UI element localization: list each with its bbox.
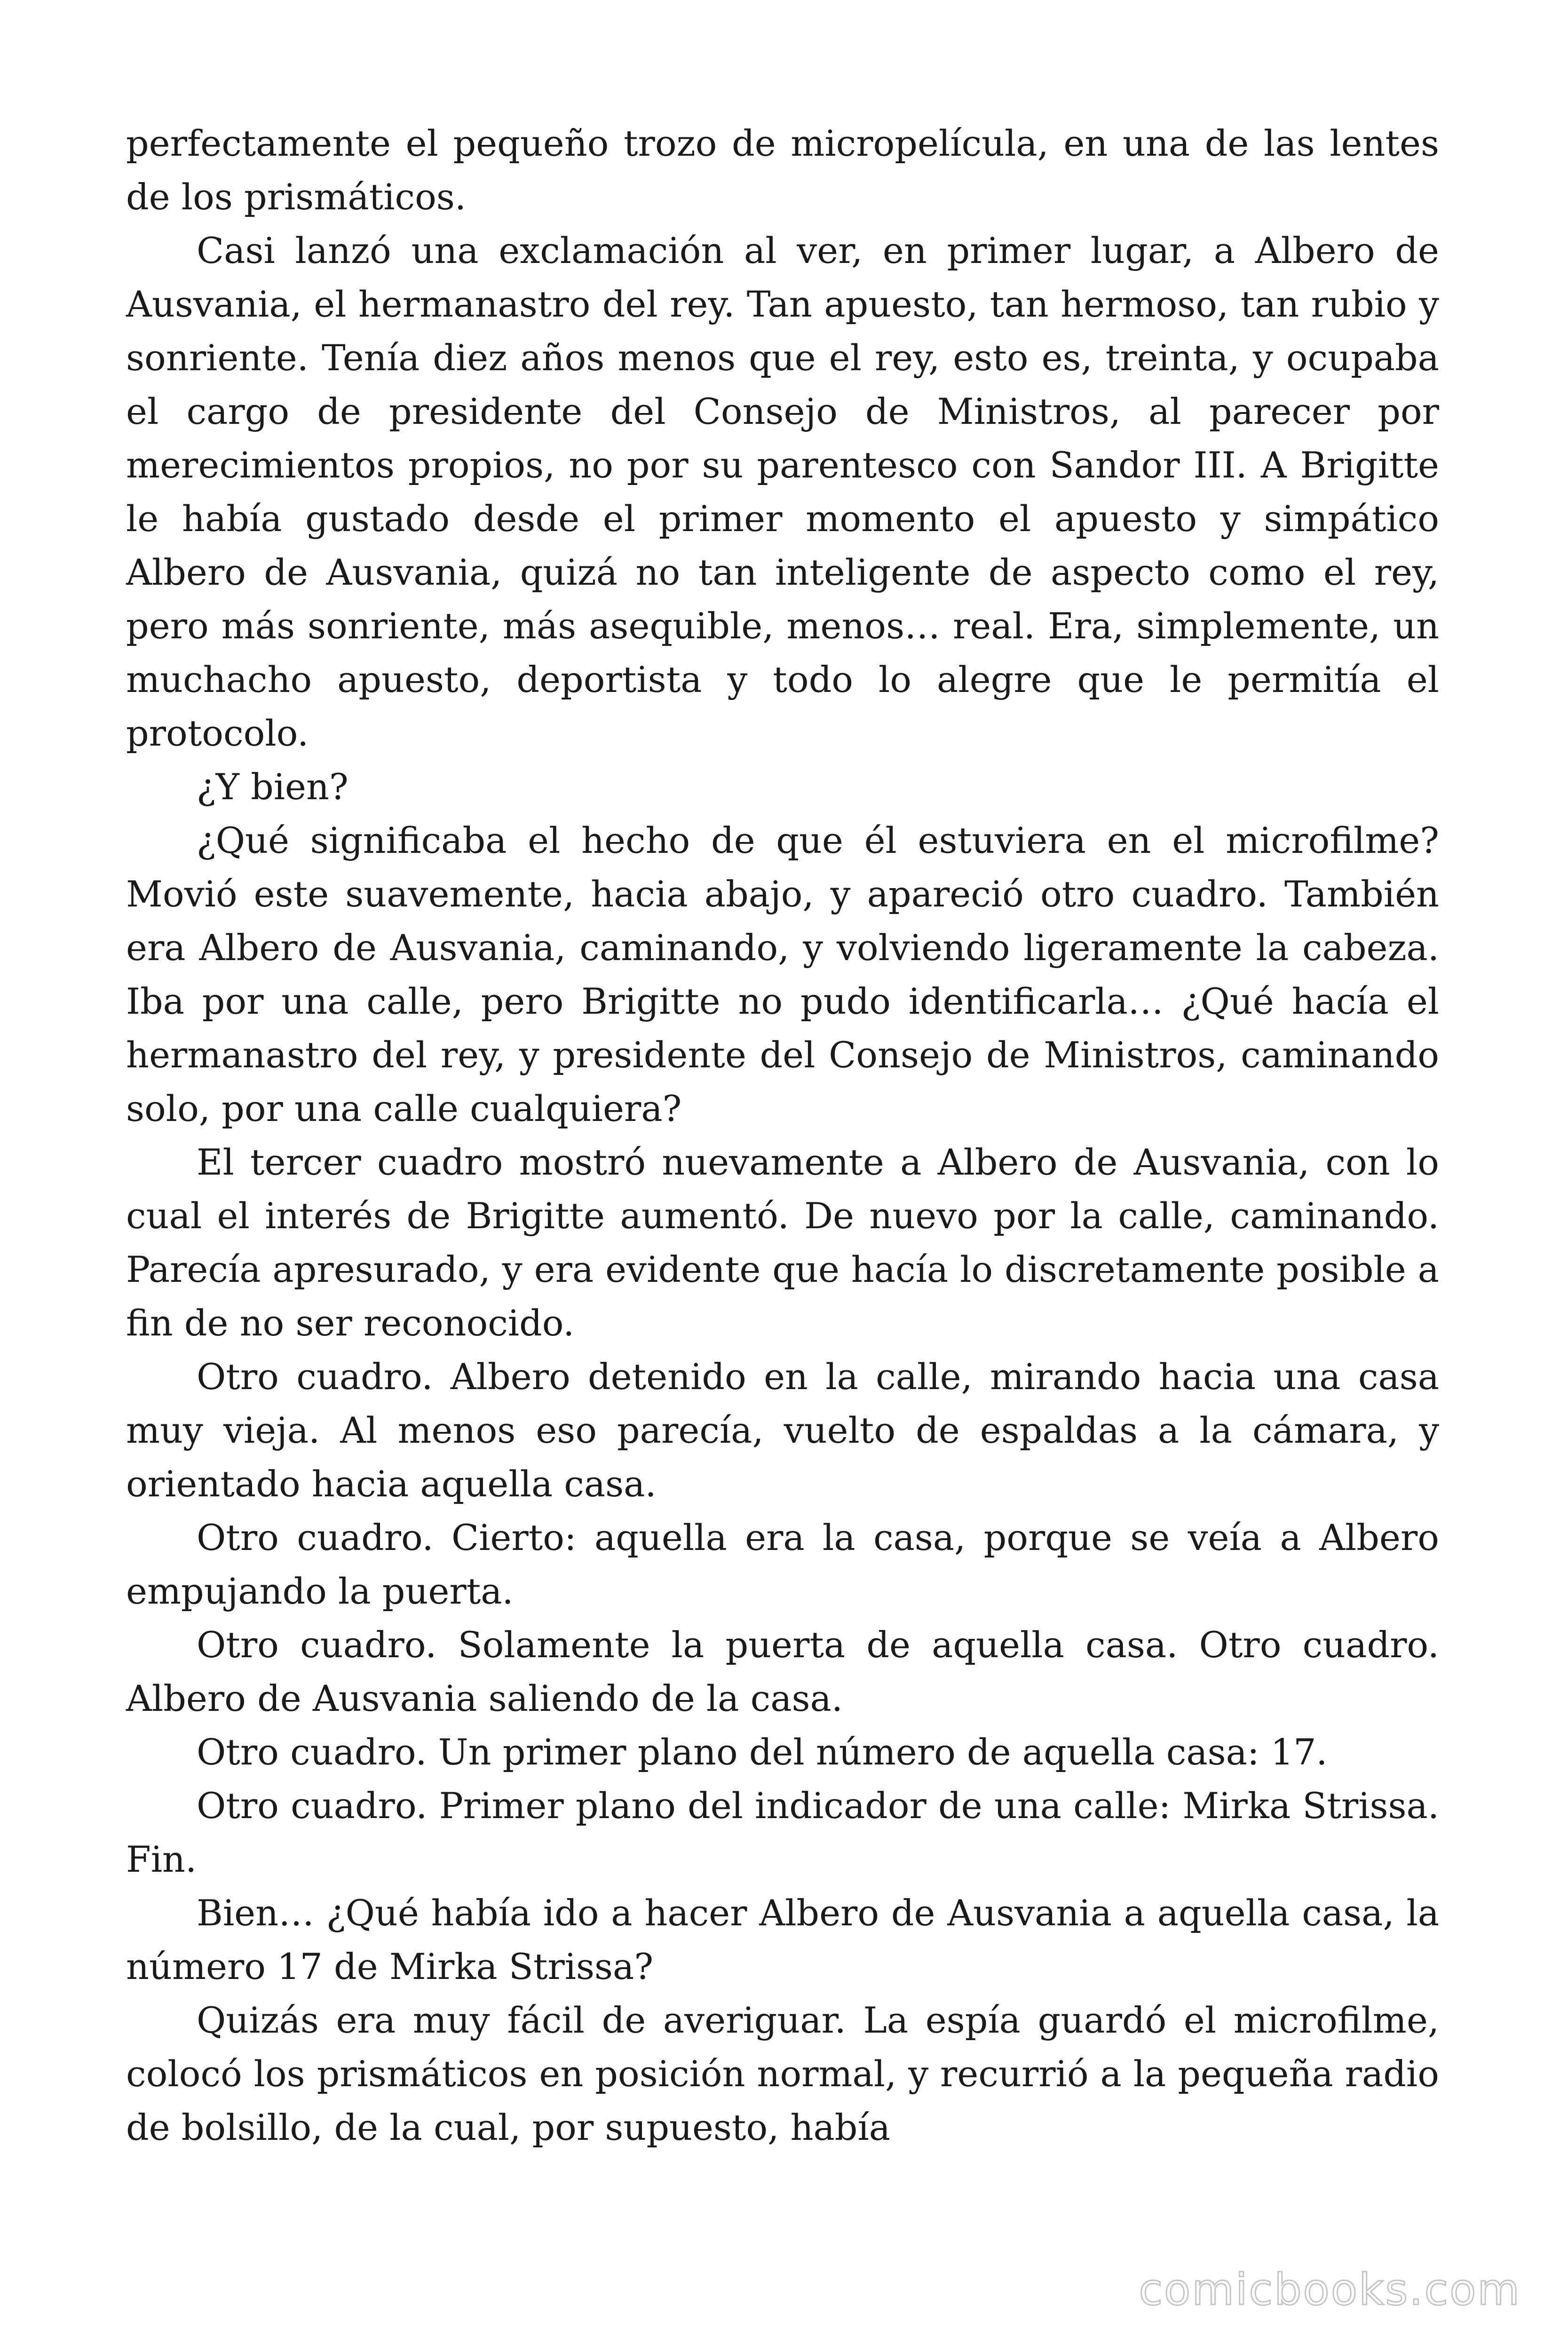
paragraph: Otro cuadro. Primer plano del indicador de una calle: Mirka Strissa. Fin.	[126, 1785, 1439, 1880]
paragraph: ¿Qué significaba el hecho de que él estuviera en el microfilme? Movió este suavemente, hacia abajo, y apareció otro cuadro. También era Albero de Ausvania, caminando, y volviendo ligeramente la cabeza. Iba por una calle, pero Brigitte no pudo identificarla… ¿Qué hacía el hermanastro del rey, y presidente del Consejo de Ministros, caminando solo, por una calle cualquiera?	[126, 819, 1439, 1129]
paragraph: Otro cuadro. Cierto: aquella era la casa, porque se veía a Albero empujando la puerta.	[126, 1517, 1439, 1612]
watermark: comicbooks.com	[1139, 2265, 1521, 2315]
paragraph: El tercer cuadro mostró nuevamente a Albero de Ausvania, con lo cual el interés de Brigitte aumentó. De nuevo por la calle, caminando. Parecía apresurado, y era evidente que hacía lo discretamente posible a fin de no ser reconocido.	[126, 1141, 1439, 1344]
paragraph: Bien… ¿Qué había ido a hacer Albero de Ausvania a aquella casa, la número 17 de Mirka Strissa?	[126, 1892, 1439, 1987]
paragraph: perfectamente el pequeño trozo de micropelícula, en una de las lentes de los prismáticos.	[126, 122, 1439, 218]
paragraph: Quizás era muy fácil de averiguar. La espía guardó el microfilme, colocó los prismáticos en posición normal, y recurrió a la pequeña radio de bolsillo, de la cual, por supuesto, había	[126, 1999, 1439, 2148]
page-body	[126, 117, 1439, 2154]
paragraph: ¿Y bien?	[197, 766, 348, 808]
paragraph: Otro cuadro. Solamente la puerta de aquella casa. Otro cuadro. Albero de Ausvania saliendo de la casa.	[126, 1624, 1439, 1719]
paragraph: Otro cuadro. Albero detenido en la calle, mirando hacia una casa muy vieja. Al menos eso parecía, vuelto de espaldas a la cámara, y orientado hacia aquella casa.	[126, 1356, 1439, 1505]
paragraph: Otro cuadro. Un primer plano del número de aquella casa: 17.	[197, 1731, 1328, 1773]
paragraph: Casi lanzó una exclamación al ver, en primer lugar, a Albero de Ausvania, el hermanastro del rey. Tan apuesto, tan hermoso, tan rubio y sonriente. Tenía diez años menos que el rey, esto es, treinta, y ocupaba el cargo de presidente del Consejo de Ministros, al parecer por merecimientos propios, no por su parentesco con Sandor III. A Brigitte le había gustado desde el primer momento el apuesto y simpático Albero de Ausvania, quizá no tan inteligente de aspecto como el rey, pero más sonriente, más asequible, menos… real. Era, simplemente, un muchacho apuesto, deportista y todo lo alegre que le permitía el protocolo.	[126, 230, 1439, 754]
